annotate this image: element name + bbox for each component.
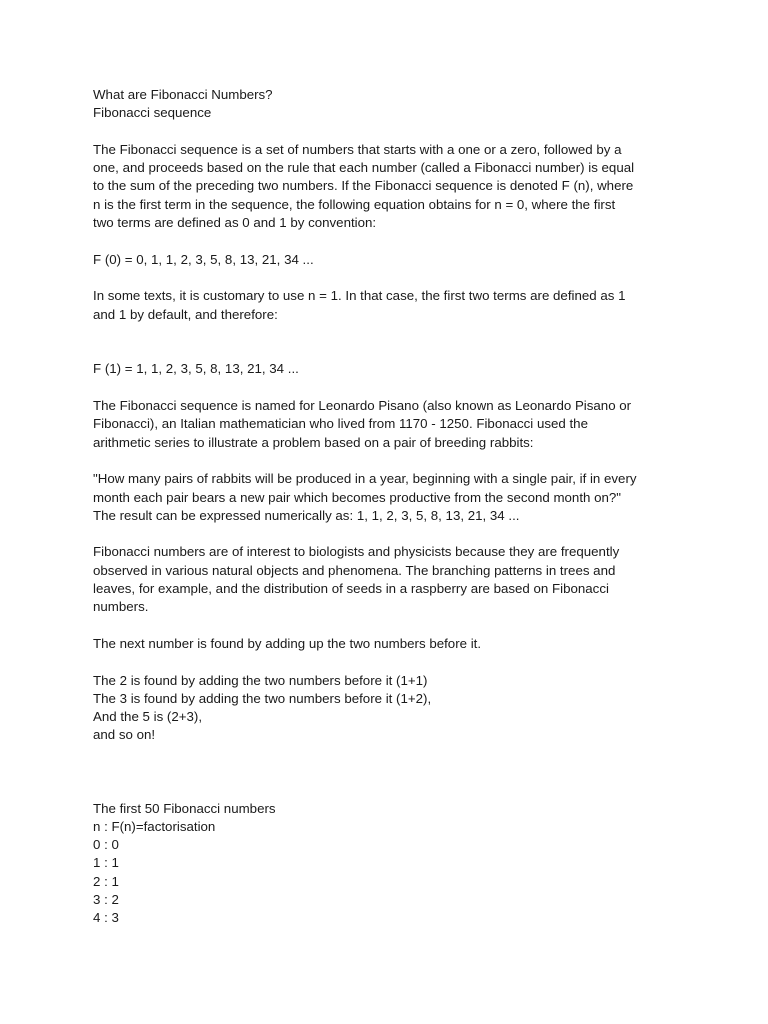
examples-paragraph bbox=[93, 672, 693, 745]
spacer bbox=[93, 269, 693, 287]
equation-f1: F (1) = 1, 1, 2, 3, 5, 8, 13, 21, 34 ... bbox=[93, 361, 299, 377]
first50-heading: The first 50 Fibonacci numbers bbox=[93, 800, 276, 816]
spacer bbox=[93, 452, 693, 470]
table-header: n : F(n)=factorisation bbox=[93, 818, 216, 834]
table-row: 3 : 2 bbox=[93, 892, 119, 908]
paragraph-line: In some texts, it is customary to use n = 1. In that case, the first two terms are defined as 1 bbox=[93, 288, 626, 304]
paragraph-line: The 3 is found by adding the two numbers before it (1+2), bbox=[93, 690, 432, 706]
paragraph-line: and so on! bbox=[93, 727, 156, 743]
next-number-line: The next number is found by adding up the two numbers before it. bbox=[93, 635, 482, 651]
fibonacci-table bbox=[93, 836, 693, 927]
paragraph-line: Fibonacci numbers are of interest to biologists and physicists because they are frequently bbox=[93, 544, 620, 560]
document-title: What are Fibonacci Numbers? bbox=[93, 87, 273, 102]
spacer bbox=[93, 324, 693, 361]
paragraph-line: The result can be expressed numerically as: 1, 1, 2, 3, 5, 8, 13, 21, 34 ... bbox=[93, 507, 520, 523]
paragraph-line: n is the first term in the sequence, the following equation obtains for n = 0, where the first bbox=[93, 196, 616, 212]
equation-f0: F (0) = 0, 1, 1, 2, 3, 5, 8, 13, 21, 34 ... bbox=[93, 251, 314, 267]
table-row: 2 : 1 bbox=[93, 873, 119, 889]
spacer bbox=[93, 525, 693, 543]
spacer bbox=[93, 232, 693, 250]
document-page bbox=[93, 86, 693, 928]
paragraph-line: The 2 is found by adding the two numbers before it (1+1) bbox=[93, 672, 428, 688]
rabbit-quote-paragraph bbox=[93, 470, 693, 525]
table-row: 1 : 1 bbox=[93, 855, 119, 871]
spacer bbox=[93, 379, 693, 397]
paragraph-line: to the sum of the preceding two numbers. If the Fibonacci sequence is denoted F (n), where bbox=[93, 178, 634, 194]
paragraph-line: "How many pairs of rabbits will be produced in a year, beginning with a single pair, if in every bbox=[93, 471, 637, 487]
texts-note-paragraph bbox=[93, 287, 693, 324]
intro-paragraph bbox=[93, 141, 693, 232]
spacer bbox=[93, 745, 693, 800]
biology-paragraph bbox=[93, 543, 693, 616]
paragraph-line: arithmetic series to illustrate a problem based on a pair of breeding rabbits: bbox=[93, 434, 534, 450]
history-paragraph bbox=[93, 397, 693, 452]
paragraph-line: and 1 by default, and therefore: bbox=[93, 306, 278, 322]
paragraph-line: two terms are defined as 0 and 1 by convention: bbox=[93, 215, 377, 231]
document-subtitle: Fibonacci sequence bbox=[93, 105, 212, 121]
paragraph-line: month each pair bears a new pair which becomes productive from the second month on?" bbox=[93, 489, 622, 505]
paragraph-line: observed in various natural objects and phenomena. The branching patterns in trees and bbox=[93, 562, 616, 578]
spacer bbox=[93, 123, 693, 141]
spacer bbox=[93, 617, 693, 635]
table-row: 4 : 3 bbox=[93, 910, 119, 926]
paragraph-line: Fibonacci), an Italian mathematician who lived from 1170 - 1250. Fibonacci used the bbox=[93, 416, 588, 432]
paragraph-line: numbers. bbox=[93, 599, 149, 615]
spacer bbox=[93, 653, 693, 671]
paragraph-line: The Fibonacci sequence is a set of numbers that starts with a one or a zero, followed by a bbox=[93, 141, 622, 157]
table-row: 0 : 0 bbox=[93, 837, 119, 853]
paragraph-line: leaves, for example, and the distribution of seeds in a raspberry are based on Fibonacci bbox=[93, 581, 609, 597]
paragraph-line: one, and proceeds based on the rule that each number (called a Fibonacci number) is equal bbox=[93, 160, 635, 176]
paragraph-line: The Fibonacci sequence is named for Leonardo Pisano (also known as Leonardo Pisano or bbox=[93, 398, 632, 414]
paragraph-line: And the 5 is (2+3), bbox=[93, 709, 203, 725]
